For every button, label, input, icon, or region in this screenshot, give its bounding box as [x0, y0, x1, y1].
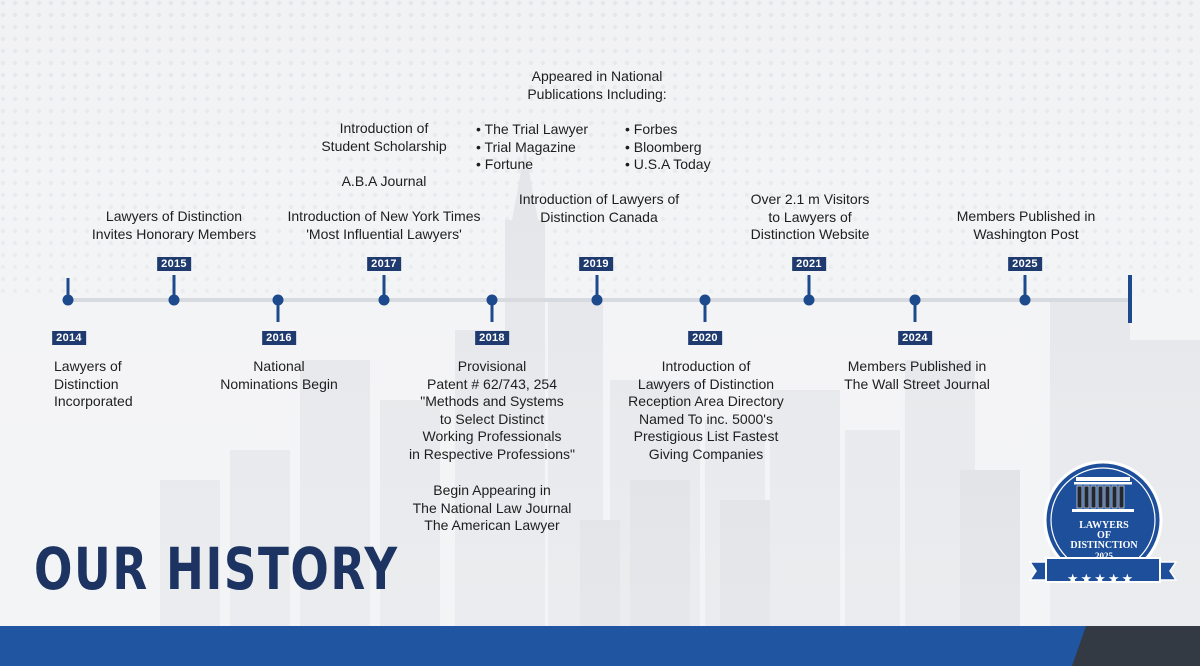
year-badge-2014: 2014	[52, 331, 86, 345]
publication-item: • Fortune	[476, 156, 534, 172]
event-2018-publications: Begin Appearing in The National Law Journal The American Lawyer	[412, 482, 572, 533]
event-2017-aba-journal: A.B.A Journal	[341, 173, 427, 189]
publication-list-left	[476, 121, 588, 174]
event-2025-text: Members Published in Washington Post	[956, 208, 1096, 242]
badge-line-2: OF	[1097, 530, 1111, 541]
footer-band	[0, 626, 1200, 666]
timeline-axis-end	[1128, 275, 1132, 323]
timeline-stem-2025	[1024, 275, 1027, 300]
publication-item: • U.S.A Today	[625, 156, 711, 172]
timeline-stem-2018	[491, 300, 494, 322]
year-badge-2019: 2019	[579, 257, 613, 271]
badge-line-3: DISTINCTION	[1070, 540, 1138, 551]
year-badge-2025: 2025	[1008, 257, 1042, 271]
year-badge-2021: 2021	[792, 257, 826, 271]
event-2024-text: Members Published in The Wall Street Journal	[844, 358, 990, 392]
timeline-stem-2017	[383, 275, 386, 300]
event-2015-text: Lawyers of Distinction Invites Honorary Members	[91, 208, 257, 242]
timeline-stem-2014	[67, 278, 70, 300]
publication-item: • Bloomberg	[625, 138, 702, 155]
year-badge-2017: 2017	[367, 257, 401, 271]
publication-item: • Forbes	[625, 121, 678, 137]
badge-year: 2025	[1095, 551, 1113, 561]
event-2014-text: Lawyers of Distinction Incorporated	[54, 358, 133, 409]
publication-item: • The Trial Lawyer	[476, 121, 589, 137]
page-title: OUR HISTORY	[34, 535, 399, 603]
event-2021-text: Over 2.1 m Visitors to Lawyers of Distinction Website	[750, 191, 870, 242]
publications-heading: Appeared in National Publications Including:	[527, 68, 667, 102]
timeline-stem-2015	[173, 275, 176, 300]
timeline-stem-2019	[596, 275, 599, 300]
event-2019-text: Introduction of Lawyers of Distinction Canada	[518, 191, 680, 225]
year-badge-2015: 2015	[157, 257, 191, 271]
badge-stars: ★★★★★	[1066, 572, 1136, 587]
footer-band-dark	[1072, 626, 1200, 666]
badge-text	[1064, 521, 1144, 561]
badge-line-1: LAWYERS	[1079, 520, 1129, 531]
timeline-stem-2024	[914, 300, 917, 322]
event-2020-text: Introduction of Lawyers of Distinction Reception Area Directory Named To inc. 5000's Prestigious List Fastest Giving Companies	[628, 358, 784, 462]
timeline-stem-2021	[808, 275, 811, 300]
year-badge-2024: 2024	[898, 331, 932, 345]
event-2018-text: Provisional Patent # 62/743, 254 "Methods and Systems to Select Distinct Working Professionals in Respective Professions"	[408, 358, 576, 462]
event-2017-text: Introduction of New York Times 'Most Influential Lawyers'	[287, 208, 481, 242]
year-badge-2020: 2020	[688, 331, 722, 345]
event-2017-scholarship: Introduction of Student Scholarship	[321, 120, 447, 154]
timeline-stem-2016	[277, 300, 280, 322]
year-badge-2016: 2016	[262, 331, 296, 345]
timeline-stem-2020	[704, 300, 707, 322]
event-2016-text: National Nominations Begin	[220, 358, 338, 392]
publication-list-right	[625, 121, 711, 174]
year-badge-2018: 2018	[475, 331, 509, 345]
publication-item: • Trial Magazine	[476, 138, 576, 155]
